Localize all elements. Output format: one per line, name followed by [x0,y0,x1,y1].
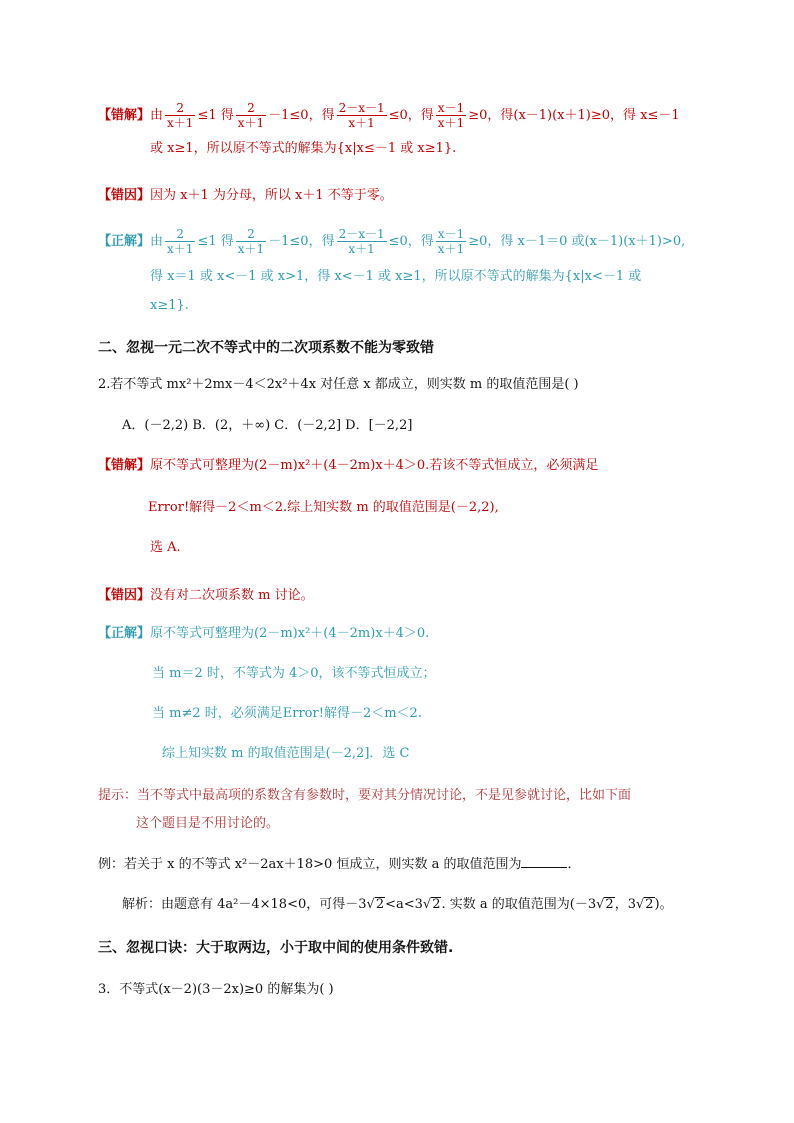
correct-solution-1-line3: x≥1}. [150,298,189,313]
correct-solution-2 [98,624,429,644]
fraction: $\frac{2}{x+1}$ [167,101,194,130]
text: －1≤0，得 [268,234,335,249]
text: 由 [150,108,164,123]
text: 原不等式可整理为(2－m)x²＋(4－2m)x＋4＞0.若该不等式恒成立，必须满足 [150,458,599,473]
text: ≤0，得 [388,234,434,249]
correct-solution-tag: 【正解】 [98,234,151,249]
fraction: $\frac{2}{x+1}$ [237,227,265,256]
error-cause-tag: 【错因】 [98,188,151,203]
text: 解析：由题意有 4a²－4×18<0，可得－3 [122,897,367,912]
fraction: $\frac{2}{x+1}$ [237,101,265,130]
correct-solution-1 [98,226,685,258]
error-cause-1 [98,186,393,206]
text: 由 [150,234,164,249]
correct-solution-tag: 【正解】 [98,626,151,641]
wrong-solution-1 [98,100,680,132]
wrong-solution-1-line2: 或 x≥1，所以原不等式的解集为{x|x≤－1 或 x≥1}. [150,141,457,156]
question-2-stem: 2.若不等式 mx²＋2mx－4＜2x²＋4x 对任意 x 都成立，则实数 m 的取值范围是( ) [98,377,579,392]
fraction: $\frac{2}{x+1}$ [167,227,194,256]
wrong-solution-2-line2: Error!解得－2＜m＜2.综上知实数 m 的取值范围是(－2,2), [148,500,499,515]
text: )。 [654,897,673,912]
wrong-solution-2 [98,456,598,476]
wrong-solution-2-line3: 选 A. [150,540,181,555]
text: 原不等式可整理为(2－m)x²＋(4－2m)x＋4＞0. [150,626,430,641]
sqrt-radicand: 2 [375,897,385,912]
error-cause-text: 因为 x＋1 为分母，所以 x＋1 不等于零。 [150,188,393,203]
wrong-solution-tag: 【错解】 [98,108,151,123]
answer-blank [521,855,567,868]
fraction: $\frac{2-x-1}{x+1}$ [338,101,385,130]
hint-line-1: 提示：当不等式中最高项的系数含有参数时，要对其分情况讨论，不是见参就讨论，比如下面 [98,788,632,803]
wrong-solution-tag: 【错解】 [98,458,151,473]
text: ≤1 得 [197,234,234,249]
fraction: $\frac{x-1}{x+1}$ [437,227,465,256]
example-question [98,855,581,875]
text: ≥0，得(x－1)(x＋1)≥0，得 x≤－1 [468,108,680,123]
section-heading-2: 二、忽视一元二次不等式中的二次项系数不能为零致错 [98,340,434,356]
text: ． [567,857,581,872]
sqrt-radicand: 2 [645,897,654,912]
question-3-stem: 3．不等式(x－2)(3－2x)≥0 的解集为( ) [98,982,334,997]
section-heading-3: 三、忽视口诀：大于取两边，小于取中间的使用条件致错. [98,940,454,956]
question-2-options: A．(－2,2) B．(2，＋∞) C．(－2,2] D．[－2,2] [122,418,413,433]
correct-solution-1-line2: 得 x＝1 或 x<－1 或 x>1，得 x<－1 或 x≥1，所以原不等式的解集为{x|x<－1 或 [150,269,642,284]
error-cause-text: 没有对二次项系数 m 讨论。 [150,588,314,603]
text: . 实数 a 的取值范围为(－3 [441,897,597,912]
error-cause-2 [98,586,314,606]
fraction: $\frac{x-1}{x+1}$ [437,101,465,130]
correct-solution-2-line4: 综上知实数 m 的取值范围是(－2,2]．选 C [162,746,410,761]
text: ≥0，得 x－1＝0 或(x－1)(x＋1)>0, [468,234,686,249]
text: ≤1 得 [197,108,234,123]
text: 例：若关于 x 的不等式 x²－2ax＋18>0 恒成立，则实数 a 的取值范围为 [98,857,522,872]
sqrt-radicand: 2 [432,897,441,912]
fraction: $\frac{2-x-1}{x+1}$ [338,227,385,256]
hint-line-2: 这个题目是不用讨论的。 [136,816,280,831]
text: －1≤0，得 [268,108,335,123]
example-analysis: 解析：由题意有 4a²－4×18<0，可得－3√2<a<3√2. 实数 a 的取值范围为(－3√2，3√2)。 [122,897,673,912]
text: ，3 [614,897,636,912]
text: ≤0，得 [388,108,434,123]
correct-solution-2-line2: 当 m＝2 时，不等式为 4＞0，该不等式恒成立； [152,666,436,681]
correct-solution-2-line3: 当 m≠2 时，必须满足Error!解得－2＜m＜2. [152,706,422,721]
sqrt-radicand: 2 [605,897,614,912]
text: <a<3 [385,897,423,912]
error-cause-tag: 【错因】 [98,588,151,603]
